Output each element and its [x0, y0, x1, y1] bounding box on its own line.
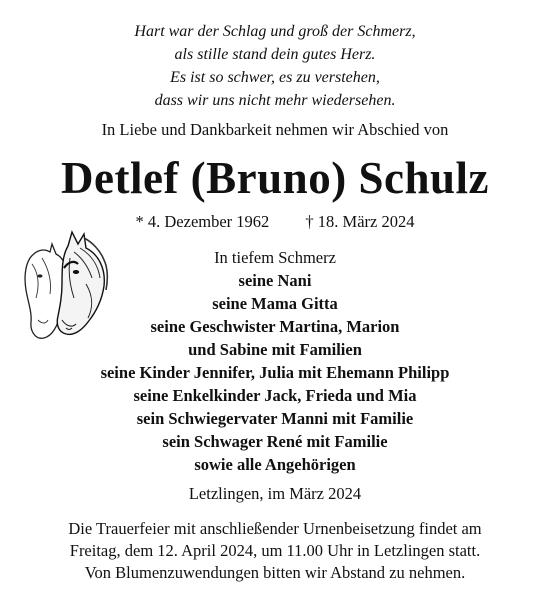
mourner-line: seine Geschwister Martina, Marion — [150, 317, 400, 336]
mourners-lead: In tiefem Schmerz — [214, 248, 336, 267]
mourner-line: seine Enkelkinder Jack, Frieda und Mia — [133, 386, 417, 405]
poem — [0, 20, 550, 112]
notice-line: Die Trauerfeier mit anschließender Urnenbeisetzung findet am — [68, 519, 482, 538]
mourner-line: seine Nani — [238, 271, 312, 290]
notice-line: Von Blumenzuwendungen bitten wir Abstand zu nehmen. — [84, 563, 466, 582]
deceased-name: Detlef (Bruno) Schulz — [61, 153, 489, 203]
birth-date: * 4. Dezember 1962 — [135, 212, 270, 231]
mourner-line: und Sabine mit Familien — [188, 340, 362, 359]
mourner-line: sein Schwager René mit Familie — [162, 432, 388, 451]
intro-text: In Liebe und Dankbarkeit nehmen wir Abschied von — [101, 120, 449, 139]
mourners-list — [0, 246, 550, 476]
place-date: Letzlingen, im März 2024 — [188, 484, 362, 503]
mourner-line: seine Mama Gitta — [212, 294, 338, 313]
death-date: † 18. März 2024 — [305, 212, 415, 231]
poem-line: als stille stand dein gutes Herz. — [174, 46, 376, 63]
poem-line: dass wir uns nicht mehr wiedersehen. — [154, 92, 396, 109]
mourner-line: seine Kinder Jennifer, Julia mit Ehemann Philipp — [100, 363, 450, 382]
poem-line: Hart war der Schlag und groß der Schmerz, — [134, 23, 416, 40]
mourner-line: sein Schwiegervater Manni mit Familie — [136, 409, 414, 428]
poem-line: Es ist so schwer, es zu verstehen, — [170, 69, 380, 86]
funeral-notice — [0, 518, 550, 584]
mourner-line: sowie alle Angehörigen — [194, 455, 356, 474]
notice-line: Freitag, dem 12. April 2024, um 11.00 Uhr in Letzlingen statt. — [69, 541, 481, 560]
